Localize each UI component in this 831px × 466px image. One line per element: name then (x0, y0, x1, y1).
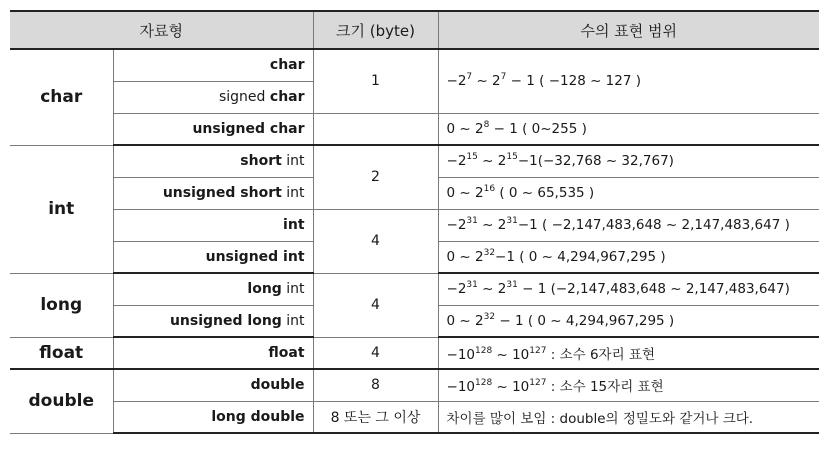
type-cell: long double (113, 401, 313, 433)
table-row (10, 337, 819, 369)
range-cell: $-2^{31}$ ~ $2^{31}-1$ ( −2,147,483,648 ~ 2,147,483,647 ) (438, 209, 819, 241)
size-cell: 4 (313, 209, 438, 273)
header-range: 수의 표현 범위 (438, 11, 819, 49)
type-cell (113, 113, 313, 145)
table-row (10, 145, 819, 177)
range-cell: 0 ~ $2^{32} - 1$ ( 0 ~ 4,294,967,295 ) (438, 305, 819, 337)
range-cell: 0 ~ $2^8 - 1$ ( 0~255 ) (438, 113, 819, 145)
table-row (10, 401, 819, 433)
group-float: float (10, 337, 113, 369)
type-cell: int (113, 209, 313, 241)
range-cell: $-2^{15}$ ~ $2^{15}-1(-32,768$ ~ 32,767) (438, 145, 819, 177)
size-cell: 8 (313, 369, 438, 401)
table-row (10, 113, 819, 145)
type-cell: unsigned short int (113, 177, 313, 209)
data-type-table (10, 10, 819, 434)
type-modifier: signed (218, 89, 270, 105)
range-cell: 0 ~ $2^{16}$ ( 0 ~ 65,535 ) (438, 177, 819, 209)
header-row (10, 11, 819, 49)
type-cell: double (113, 369, 313, 401)
type-cell: long int (113, 273, 313, 305)
range-cell: $-10^{128}$ ~ $10^{127}$ : 소수 6자리 표현 (438, 337, 819, 369)
type-cell: short int (113, 145, 313, 177)
type-keyword: unsigned char (192, 120, 305, 137)
range-cell: $-2^7$ ~ $2^7 - 1$ ( −128 ~ 127 ) (438, 49, 819, 113)
size-cell: 4 (313, 273, 438, 337)
type-cell: float (113, 337, 313, 369)
size-cell: 1 (313, 49, 438, 113)
group-long: long (10, 273, 113, 337)
range-cell: 0 ~ $2^{32}-1$ ( 0 ~ 4,294,967,295 ) (438, 241, 819, 273)
table-row (10, 273, 819, 305)
table-row (10, 49, 819, 81)
type-cell (113, 81, 313, 113)
type-keyword: char (269, 57, 305, 74)
size-cell: 2 (313, 145, 438, 209)
size-cell: 4 (313, 337, 438, 369)
type-cell: unsigned long int (113, 305, 313, 337)
type-cell: unsigned int (113, 241, 313, 273)
size-cell: 8 또는 그 이상 (313, 401, 438, 433)
type-keyword: char (269, 89, 305, 105)
header-size: 크기 (byte) (313, 11, 438, 49)
range-cell: $-10^{128}$ ~ $10^{127}$ : 소수 15자리 표현 (438, 369, 819, 401)
type-cell (113, 49, 313, 81)
range-cell: $-2^{31}$ ~ $2^{31} - 1$ (−2,147,483,648 ~ 2,147,483,647) (438, 273, 819, 305)
group-int: int (10, 145, 113, 273)
table-row (10, 369, 819, 401)
group-char: char (10, 49, 113, 145)
group-double: double (10, 369, 113, 433)
range-cell: 차이를 많이 보임 : double의 정밀도와 같거나 크다. (438, 401, 819, 433)
header-type: 자료형 (10, 11, 313, 49)
size-cell (313, 113, 438, 145)
table-row (10, 209, 819, 241)
data-type-table-container (10, 10, 819, 434)
